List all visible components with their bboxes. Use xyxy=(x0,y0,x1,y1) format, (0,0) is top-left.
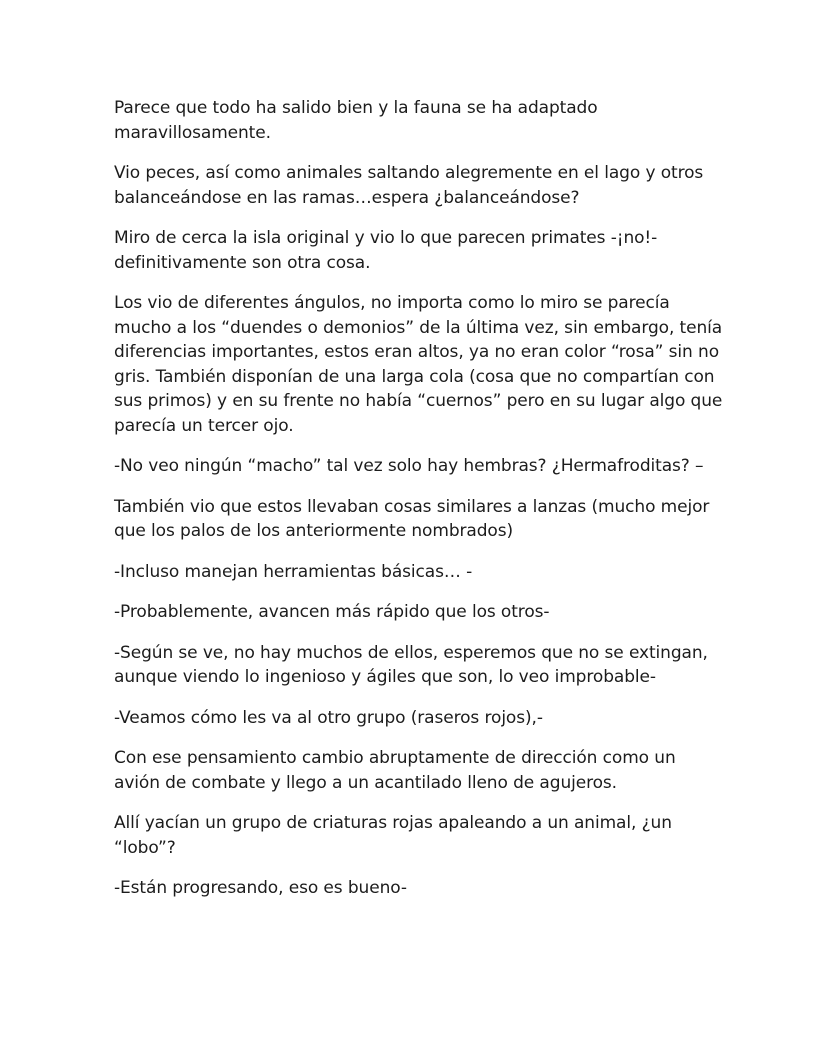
text-line: Vio peces, así como animales saltando alegremente en el lago y otros xyxy=(114,163,704,183)
text-line: Con ese pensamiento cambio abruptamente de dirección como un xyxy=(114,748,676,768)
paragraph xyxy=(114,291,723,438)
text-line: balanceándose en las ramas…espera ¿balanceándose? xyxy=(114,187,580,208)
paragraph xyxy=(114,600,714,625)
text-line: Los vio de diferentes ángulos, no importa como lo miro se parecía xyxy=(114,293,670,313)
text-line: parecía un tercer ojo. xyxy=(114,415,294,436)
text-line: -Según se ve, no hay muchos de ellos, esperemos que no se extingan, xyxy=(114,642,708,663)
paragraph xyxy=(114,560,714,585)
text-line: “lobo”? xyxy=(114,837,176,858)
paragraph xyxy=(114,454,714,479)
paragraph xyxy=(114,495,714,544)
text-line: aunque viendo lo ingenioso y ágiles que son, lo veo improbable- xyxy=(114,667,656,687)
paragraph xyxy=(114,811,714,860)
text-line: -Probablemente, avancen más rápido que los otros- xyxy=(114,602,550,622)
text-line: -No veo ningún “macho” tal vez solo hay hembras? ¿Hermafroditas? – xyxy=(114,456,704,476)
text-line: También vio que estos llevaban cosas similares a lanzas (mucho mejor xyxy=(114,496,710,517)
text-line: maravillosamente. xyxy=(114,122,271,143)
text-line: definitivamente son otra cosa. xyxy=(114,252,371,273)
text-line: -Incluso manejan herramientas básicas… - xyxy=(114,561,473,582)
text-line: gris. También disponían de una larga cola (cosa que no compartían con xyxy=(114,366,715,387)
text-line: sus primos) y en su frente no había “cuernos” pero en su lugar algo que xyxy=(114,391,723,411)
paragraph xyxy=(114,706,714,731)
text-line: mucho a los “duendes o demonios” de la última vez, sin embargo, tenía xyxy=(114,317,723,338)
text-line: Allí yacían un grupo de criaturas rojas apaleando a un animal, ¿un xyxy=(114,813,672,833)
paragraph xyxy=(114,226,714,275)
paragraph xyxy=(114,161,714,210)
text-line: diferencias importantes, estos eran altos, ya no eran color “rosa” sin no xyxy=(114,342,720,362)
text-line: que los palos de los anteriormente nombrados) xyxy=(114,521,514,541)
text-line: Parece que todo ha salido bien y la fauna se ha adaptado xyxy=(114,98,598,118)
text-line: -Veamos cómo les va al otro grupo (raseros rojos),- xyxy=(114,707,543,728)
text-line: -Están progresando, eso es bueno- xyxy=(114,878,407,898)
document-body xyxy=(114,96,723,917)
text-line: avión de combate y llego a un acantilado lleno de agujeros. xyxy=(114,772,617,793)
paragraph xyxy=(114,746,714,795)
paragraph xyxy=(114,876,714,901)
text-line: Miro de cerca la isla original y vio lo que parecen primates -¡no!- xyxy=(114,228,658,248)
paragraph xyxy=(114,96,714,145)
paragraph xyxy=(114,641,714,690)
